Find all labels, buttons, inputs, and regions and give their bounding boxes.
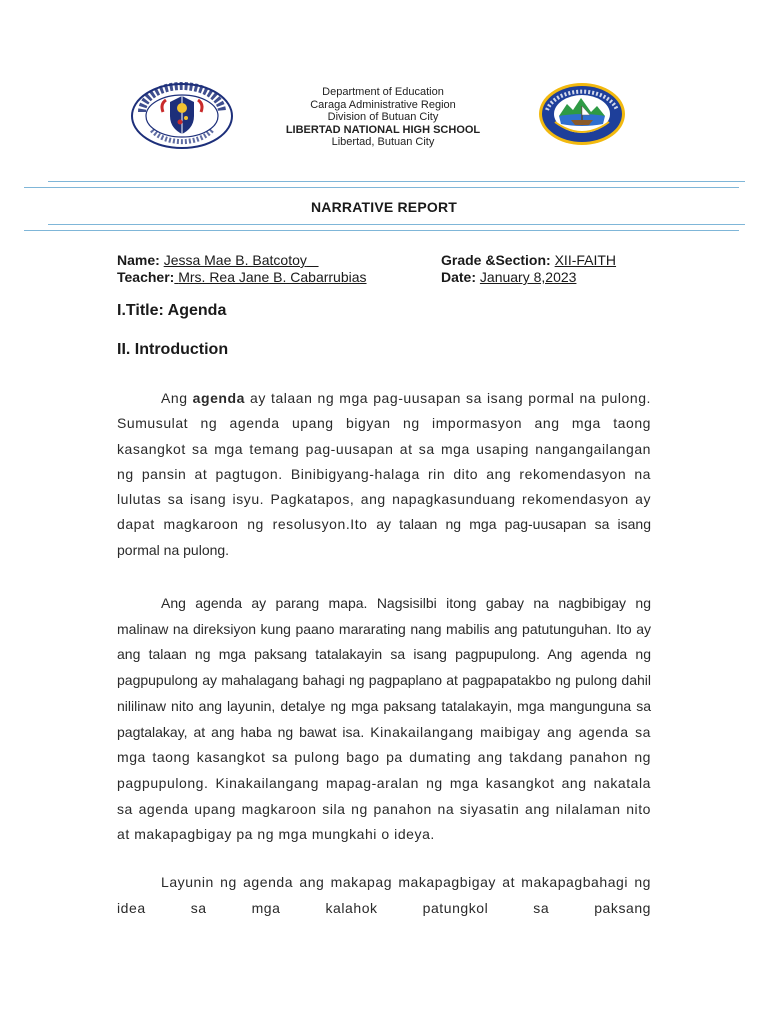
header-divider-line (48, 181, 745, 182)
letterhead-address: Libertad, Butuan City (331, 136, 435, 149)
p1-text: ay talaan ng mga pag-uusapan sa isang pormal na pulong. Sumusulat ng agenda upang bigyan ng impormasyon ang mga taong kasangkot sa mga temang pag-uusapan at sa mga usaping nangangailangan ng pansin at pagtugon. Binibigyang-halaga rin dito ang rekomendasyon na lulutas sa isang isyu. Pagkatapos, ang napagkasunduang rekomendasyon ay dapat magkaroon ng resolusyon.Ito (117, 390, 651, 533)
section-title-heading: I.Title: Agenda (117, 302, 227, 319)
name-value: Jessa Mae B. Batcotoy (163, 252, 307, 268)
grade-section-field (441, 252, 616, 269)
p2-tail: Kinakailangang maibigay ang agenda sa mga taong kasangkot sa pulong bago pa dumating ang takdang panahon ng pagpupulong. Kinakailangang mapag-aralan ng mga kasangkot ang nakatala sa agenda upang magkaroon sila ng panahon na siyasatin ang nilalaman nito at makapagbigay pa ng mga mungkahi o ideya. (117, 723, 652, 843)
p1-tail: ay talaan ng mga pag-uusapan sa isang pormal na pulong. (117, 516, 651, 558)
p2-text: Ang agenda ay parang mapa. Nagsisilbi itong gabay na nagbibigay ng malinaw na direksiyon kung paano mararating nang mabilis ang patutunguhan. Ito ay ang talaan ng mga paksang tatalakayin sa isang pagpupulong. Ang agenda ng pagpupulong ay mahalagang bahagi ng pagpaplano at pagpapatakbo ng pulong dahil nililinaw nito ang layunin, detalye ng mga paksang tatalakayin, mga mangunguna sa pagtalakay, at ang haba ng bawat isa. (117, 595, 651, 740)
header-divider-line (24, 187, 739, 188)
section-introduction-heading: II. Introduction (117, 341, 229, 358)
school-seal-logo (537, 82, 627, 146)
teacher-label: Teacher: (117, 269, 175, 285)
header-divider-line (24, 230, 739, 231)
letterhead (230, 86, 536, 149)
name-label: Name: (117, 252, 160, 268)
deped-seal-logo (130, 82, 234, 150)
grade-section-label: Grade &Section: (441, 252, 551, 268)
intro-paragraph-1 (117, 386, 651, 563)
date-value: January 8,2023 (479, 269, 577, 285)
intro-paragraph-3 (117, 869, 651, 921)
letterhead-department: Department of Education (322, 86, 444, 98)
date-field (441, 269, 576, 286)
p3-text: Layunin ng agenda ang makapag makapagbigay at makapagbahagi ng idea sa mga kalahok patungkol sa paksang (117, 874, 651, 916)
p1-bold-term: agenda (192, 390, 245, 406)
grade-section-value: XII-FAITH (554, 252, 617, 268)
letterhead-division: Division of Butuan City (327, 111, 439, 124)
report-title: NARRATIVE REPORT (310, 199, 458, 215)
letterhead-region: Caraga Administrative Region (310, 98, 456, 111)
p1-lead: Ang (161, 390, 188, 406)
letterhead-school-name: LIBERTAD NATIONAL HIGH SCHOOL (285, 123, 481, 136)
intro-paragraph-2 (117, 591, 651, 848)
header-divider-line (48, 224, 745, 225)
teacher-value: Mrs. Rea Jane B. Cabarrubias (178, 269, 367, 285)
teacher-field (117, 269, 367, 286)
name-field (117, 252, 319, 269)
date-label: Date: (441, 269, 477, 285)
